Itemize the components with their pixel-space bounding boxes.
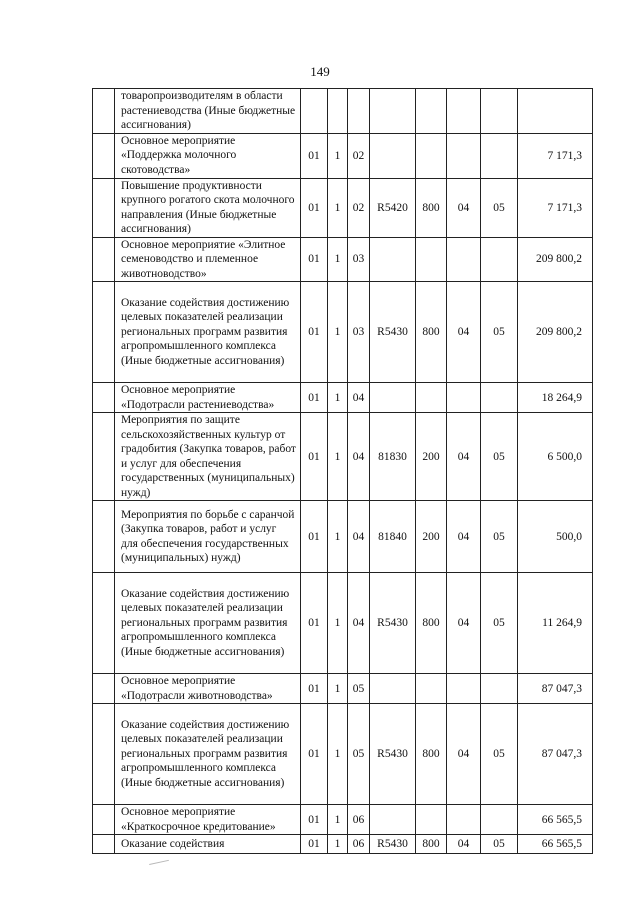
table-row [93, 805, 593, 835]
subprogram-code-cell: 1 [328, 805, 348, 835]
row-name: Оказание содействия достижению целевых показателей реализации региональных программ развития агропромышленного комплекса (Иные бюджетные ассигнования) [115, 704, 301, 805]
event-code-cell: 04 [348, 413, 370, 501]
expense-type-cell: 800 [416, 835, 447, 854]
amount-cell: 209 800,2 [518, 282, 593, 383]
table-row [93, 413, 593, 501]
subsection-cell [481, 133, 518, 178]
amount-cell: 209 800,2 [518, 237, 593, 282]
margin-cell [93, 413, 115, 501]
table-row [93, 383, 593, 413]
section-cell: 04 [447, 178, 481, 237]
direction-code-cell: R5430 [370, 573, 416, 674]
subprogram-code-cell: 1 [328, 237, 348, 282]
expense-type-cell: 800 [416, 573, 447, 674]
amount-cell: 6 500,0 [518, 413, 593, 501]
table-row [93, 133, 593, 178]
amount-cell: 87 047,3 [518, 704, 593, 805]
table-row [93, 501, 593, 573]
table-row [93, 674, 593, 704]
expense-type-cell [416, 383, 447, 413]
direction-code-cell [370, 383, 416, 413]
subsection-cell [481, 237, 518, 282]
margin-cell [93, 282, 115, 383]
direction-code-cell [370, 237, 416, 282]
program-code-cell: 01 [301, 805, 328, 835]
subsection-cell: 05 [481, 178, 518, 237]
page-number: 149 [310, 64, 330, 79]
program-code-cell: 01 [301, 413, 328, 501]
program-code-cell: 01 [301, 573, 328, 674]
subsection-cell: 05 [481, 704, 518, 805]
event-code-cell: 06 [348, 805, 370, 835]
event-code-cell: 02 [348, 178, 370, 237]
budget-table [92, 88, 593, 854]
section-cell: 04 [447, 573, 481, 674]
row-name: Основное мероприятие «Краткосрочное кредитование» [115, 805, 301, 835]
direction-code-cell: R5430 [370, 835, 416, 854]
section-cell: 04 [447, 835, 481, 854]
expense-type-cell: 800 [416, 704, 447, 805]
event-code-cell: 04 [348, 383, 370, 413]
direction-code-cell [370, 133, 416, 178]
direction-code-cell: R5420 [370, 178, 416, 237]
row-name: Оказание содействия достижению целевых показателей реализации региональных программ развития агропромышленного комплекса (Иные бюджетные ассигнования) [115, 573, 301, 674]
subsection-cell: 05 [481, 413, 518, 501]
amount-cell: 7 171,3 [518, 133, 593, 178]
expense-type-cell [416, 237, 447, 282]
subsection-cell: 05 [481, 282, 518, 383]
event-code-cell [348, 89, 370, 134]
table-row [93, 282, 593, 383]
row-name: Оказание содействия [115, 835, 301, 854]
subprogram-code-cell: 1 [328, 133, 348, 178]
table-row [93, 573, 593, 674]
subsection-cell: 05 [481, 573, 518, 674]
event-code-cell: 05 [348, 674, 370, 704]
event-code-cell: 04 [348, 573, 370, 674]
event-code-cell: 06 [348, 835, 370, 854]
program-code-cell: 01 [301, 674, 328, 704]
table-row [93, 704, 593, 805]
row-name: Мероприятия по защите сельскохозяйственных культур от градобития (Закупка товаров, работ и услуг для обеспечения государственных (муниципальных) нужд) [115, 413, 301, 501]
direction-code-cell [370, 805, 416, 835]
subprogram-code-cell: 1 [328, 178, 348, 237]
amount-cell: 66 565,5 [518, 805, 593, 835]
expense-type-cell [416, 133, 447, 178]
subprogram-code-cell: 1 [328, 501, 348, 573]
program-code-cell: 01 [301, 282, 328, 383]
subprogram-code-cell: 1 [328, 282, 348, 383]
program-code-cell: 01 [301, 133, 328, 178]
subprogram-code-cell: 1 [328, 835, 348, 854]
margin-cell [93, 674, 115, 704]
section-cell [447, 383, 481, 413]
subprogram-code-cell: 1 [328, 413, 348, 501]
section-cell [447, 674, 481, 704]
event-code-cell: 05 [348, 704, 370, 805]
subprogram-code-cell: 1 [328, 573, 348, 674]
subsection-cell [481, 674, 518, 704]
subsection-cell [481, 89, 518, 134]
direction-code-cell: R5430 [370, 282, 416, 383]
row-name: товаропроизводителям в области растениеводства (Иные бюджетные ассигнования) [115, 89, 301, 134]
margin-cell [93, 178, 115, 237]
section-cell [447, 805, 481, 835]
row-name: Основное мероприятие «Подотрасли животноводства» [115, 674, 301, 704]
table-row [93, 89, 593, 134]
program-code-cell: 01 [301, 835, 328, 854]
margin-cell [93, 383, 115, 413]
expense-type-cell [416, 805, 447, 835]
expense-type-cell: 200 [416, 413, 447, 501]
amount-cell: 7 171,3 [518, 178, 593, 237]
section-cell: 04 [447, 501, 481, 573]
margin-cell [93, 573, 115, 674]
expense-type-cell [416, 89, 447, 134]
program-code-cell: 01 [301, 383, 328, 413]
direction-code-cell: 81840 [370, 501, 416, 573]
amount-cell: 66 565,5 [518, 835, 593, 854]
subprogram-code-cell: 1 [328, 674, 348, 704]
amount-cell [518, 89, 593, 134]
expense-type-cell [416, 674, 447, 704]
event-code-cell: 03 [348, 282, 370, 383]
row-name: Основное мероприятие «Элитное семеноводство и племенное животноводство» [115, 237, 301, 282]
subsection-cell: 05 [481, 835, 518, 854]
expense-type-cell: 800 [416, 282, 447, 383]
section-cell: 04 [447, 413, 481, 501]
program-code-cell: 01 [301, 704, 328, 805]
margin-cell [93, 704, 115, 805]
direction-code-cell [370, 674, 416, 704]
amount-cell: 87 047,3 [518, 674, 593, 704]
expense-type-cell: 200 [416, 501, 447, 573]
subsection-cell: 05 [481, 501, 518, 573]
margin-cell [93, 237, 115, 282]
subsection-cell [481, 805, 518, 835]
subprogram-code-cell [328, 89, 348, 134]
direction-code-cell: R5430 [370, 704, 416, 805]
program-code-cell: 01 [301, 237, 328, 282]
amount-cell: 500,0 [518, 501, 593, 573]
margin-cell [93, 89, 115, 134]
table-row [93, 835, 593, 854]
margin-cell [93, 133, 115, 178]
budget-table-body [93, 89, 593, 854]
margin-cell [93, 805, 115, 835]
program-code-cell [301, 89, 328, 134]
row-name: Повышение продуктивности крупного рогатого скота молочного направления (Иные бюджетные ассигнования) [115, 178, 301, 237]
event-code-cell: 04 [348, 501, 370, 573]
margin-cell [93, 835, 115, 854]
subprogram-code-cell: 1 [328, 704, 348, 805]
row-name: Мероприятия по борьбе с саранчой (Закупка товаров, работ и услуг для обеспечения государственных (муниципальных) нужд) [115, 501, 301, 573]
table-row [93, 237, 593, 282]
row-name: Основное мероприятие «Поддержка молочного скотоводства» [115, 133, 301, 178]
section-cell: 04 [447, 704, 481, 805]
direction-code-cell: 81830 [370, 413, 416, 501]
table-row [93, 178, 593, 237]
amount-cell: 11 264,9 [518, 573, 593, 674]
amount-cell: 18 264,9 [518, 383, 593, 413]
row-name: Основное мероприятие «Подотрасли растениеводства» [115, 383, 301, 413]
event-code-cell: 02 [348, 133, 370, 178]
program-code-cell: 01 [301, 178, 328, 237]
expense-type-cell: 800 [416, 178, 447, 237]
event-code-cell: 03 [348, 237, 370, 282]
subsection-cell [481, 383, 518, 413]
program-code-cell: 01 [301, 501, 328, 573]
subprogram-code-cell: 1 [328, 383, 348, 413]
section-cell: 04 [447, 282, 481, 383]
direction-code-cell [370, 89, 416, 134]
margin-cell [93, 501, 115, 573]
section-cell [447, 237, 481, 282]
section-cell [447, 133, 481, 178]
section-cell [447, 89, 481, 134]
row-name: Оказание содействия достижению целевых показателей реализации региональных программ развития агропромышленного комплекса (Иные бюджетные ассигнования) [115, 282, 301, 383]
